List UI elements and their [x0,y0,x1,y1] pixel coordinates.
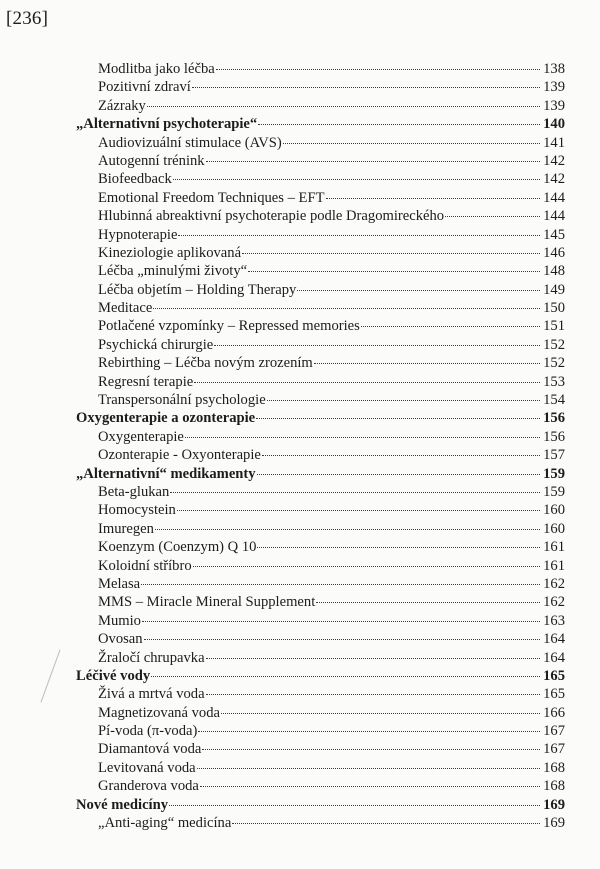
dot-leader [242,253,540,254]
toc-entry [76,760,565,778]
toc-entry [76,815,565,833]
toc-section [76,668,565,686]
toc-entry [76,79,565,97]
toc-entry-title: MMS – Miracle Mineral Supplement [98,594,316,611]
toc-entry-title: Magnetizovaná voda [98,704,220,721]
toc-entry [76,318,565,336]
toc-entry-page: 163 [543,612,565,629]
toc-entry [76,98,565,116]
toc-entry-title: Hlubinná abreaktivní psychoterapie podle Dragomireckého [98,208,445,225]
toc-entry-title: Kineziologie aplikovaná [98,244,242,261]
toc-entry-title: Meditace [98,300,153,317]
dot-leader [169,805,540,806]
toc-entry-title: Levitovaná voda [98,759,196,776]
toc-section [76,797,565,815]
toc-entry-title: „Anti-aging“ medicína [98,815,232,832]
toc-entry-page: 156 [543,428,565,445]
toc-entry [76,429,565,447]
dot-leader [178,235,540,236]
dot-leader [258,124,540,125]
toc-entry-title: Léčba objetím – Holding Therapy [98,281,297,298]
dot-leader [256,418,540,419]
dot-leader [232,823,540,824]
toc-entry [76,392,565,410]
toc-entry-page: 140 [543,116,565,133]
dot-leader [316,602,540,603]
dot-leader [214,345,540,346]
dot-leader [361,326,540,327]
toc-entry [76,723,565,741]
toc-section [76,116,565,134]
toc-entry-page: 159 [543,465,565,482]
toc-entry [76,558,565,576]
toc-entry-title: „Alternativní psychoterapie“ [76,116,258,133]
dot-leader [248,271,540,272]
toc-entry [76,135,565,153]
toc-entry [76,613,565,631]
toc-entry-page: 146 [543,244,565,261]
dot-leader [197,768,540,769]
dot-leader [173,179,540,180]
dot-leader [198,731,540,732]
dot-leader [262,455,540,456]
toc-entry-page: 168 [543,778,565,795]
toc-entry-page: 164 [543,631,565,648]
dot-leader [193,566,540,567]
dot-leader [144,639,540,640]
table-of-contents [76,61,565,833]
toc-entry-title: Koloidní stříbro [98,557,192,574]
toc-entry-title: Homocystein [98,502,176,519]
toc-entry-page: 165 [543,667,565,684]
toc-entry-page: 161 [543,539,565,556]
toc-entry-title: Biofeedback [98,171,172,188]
toc-entry-page: 166 [543,704,565,721]
toc-entry-title: Rebirthing – Léčba novým zrozením [98,355,313,372]
toc-entry-page: 141 [543,134,565,151]
toc-entry-title: Oxygenterapie a ozonterapie [76,410,256,427]
toc-entry [76,227,565,245]
toc-entry-title: Koenzym (Coenzym) Q 10 [98,539,257,556]
toc-entry [76,282,565,300]
toc-entry [76,355,565,373]
toc-entry-page: 169 [543,796,565,813]
dot-leader [147,106,540,107]
toc-entry [76,576,565,594]
toc-entry [76,300,565,318]
toc-section [76,410,565,428]
toc-entry-title: Ozonterapie - Oxyonterapie [98,447,261,464]
toc-entry-title: Audiovizuální stimulace (AVS) [98,134,282,151]
toc-entry-title: Živá a mrtvá voda [98,686,205,703]
toc-entry-title: Emotional Freedom Techniques – EFT [98,189,325,206]
toc-section [76,466,565,484]
toc-entry-page: 159 [543,483,565,500]
dot-leader [257,547,540,548]
dot-leader [185,437,540,438]
toc-entry [76,208,565,226]
toc-entry-title: Nové medicíny [76,796,169,813]
toc-entry-page: 144 [543,208,565,225]
dot-leader [151,676,540,677]
toc-entry [76,705,565,723]
toc-entry [76,337,565,355]
toc-entry [76,594,565,612]
toc-entry [76,741,565,759]
dot-leader [170,492,540,493]
toc-entry-title: Oxygenterapie [98,428,184,445]
dot-leader [206,161,540,162]
toc-entry-page: 164 [543,649,565,666]
toc-entry [76,778,565,796]
toc-entry-title: Léčba „minulými životy“ [98,263,248,280]
toc-entry-page: 154 [543,392,565,409]
toc-entry-title: „Alternativní“ medikamenty [76,465,256,482]
toc-entry [76,484,565,502]
toc-entry-title: Pozitivní zdraví [98,79,191,96]
toc-entry-title: Léčivé vody [76,667,151,684]
toc-entry-page: 169 [543,815,565,832]
toc-entry [76,61,565,79]
toc-entry [76,171,565,189]
toc-entry-page: 144 [543,189,565,206]
toc-entry [76,650,565,668]
toc-entry [76,190,565,208]
toc-entry [76,521,565,539]
toc-entry [76,631,565,649]
toc-entry-page: 138 [543,61,565,77]
dot-leader [177,510,540,511]
toc-entry-title: Ovosan [98,631,143,648]
toc-entry [76,374,565,392]
toc-entry [76,539,565,557]
toc-entry [76,245,565,263]
toc-entry-title: Melasa [98,575,141,592]
toc-entry [76,153,565,171]
toc-entry-page: 168 [543,759,565,776]
toc-entry-page: 156 [543,410,565,427]
toc-entry-title: Žraločí chrupavka [98,649,205,666]
toc-entry-title: Zázraky [98,97,146,114]
dot-leader [194,382,540,383]
toc-entry-page: 139 [543,97,565,114]
toc-entry [76,263,565,281]
toc-entry-title: Transpersonální psychologie [98,392,266,409]
toc-entry-title: Psychická chirurgie [98,336,214,353]
toc-entry [76,447,565,465]
dot-leader [142,621,540,622]
dot-leader [314,363,540,364]
dot-leader [202,749,540,750]
toc-entry-title: Hypnoterapie [98,226,178,243]
dot-leader [206,658,540,659]
toc-entry-page: 153 [543,373,565,390]
toc-entry-page: 152 [543,355,565,372]
toc-entry-page: 142 [543,171,565,188]
toc-entry-page: 151 [543,318,565,335]
toc-entry-page: 161 [543,557,565,574]
toc-entry-page: 160 [543,520,565,537]
toc-entry-page: 157 [543,447,565,464]
toc-entry [76,502,565,520]
dot-leader [216,69,540,70]
toc-entry-page: 162 [543,575,565,592]
page-number: [236] [6,8,49,29]
dot-leader [155,529,540,530]
dot-leader [267,400,540,401]
toc-entry [76,686,565,704]
toc-entry-page: 165 [543,686,565,703]
toc-entry-title: Regresní terapie [98,373,194,390]
dot-leader [192,87,540,88]
toc-entry-title: Modlitba jako léčba [98,61,215,77]
toc-entry-page: 149 [543,281,565,298]
toc-entry-title: Imuregen [98,520,154,537]
toc-entry-title: Pí-voda (π-voda) [98,723,198,740]
toc-entry-page: 148 [543,263,565,280]
toc-entry-page: 152 [543,336,565,353]
dot-leader [297,290,540,291]
scan-mark [40,650,60,703]
toc-entry-title: Diamantová voda [98,741,202,758]
dot-leader [283,143,540,144]
toc-entry-title: Granderova voda [98,778,199,795]
toc-entry-title: Beta-glukan [98,483,170,500]
toc-entry-title: Autogenní trénink [98,152,205,169]
dot-leader [141,584,540,585]
dot-leader [153,308,540,309]
toc-entry-page: 142 [543,152,565,169]
toc-entry-title: Potlačené vzpomínky – Repressed memories [98,318,360,335]
dot-leader [257,474,540,475]
dot-leader [200,786,540,787]
toc-entry-title: Mumio [98,612,141,629]
toc-entry-page: 160 [543,502,565,519]
toc-entry-page: 167 [543,723,565,740]
toc-entry-page: 162 [543,594,565,611]
toc-entry-page: 167 [543,741,565,758]
toc-entry-page: 139 [543,79,565,96]
toc-entry-page: 150 [543,300,565,317]
dot-leader [221,713,540,714]
dot-leader [445,216,540,217]
dot-leader [326,198,541,199]
toc-entry-page: 145 [543,226,565,243]
dot-leader [206,694,540,695]
